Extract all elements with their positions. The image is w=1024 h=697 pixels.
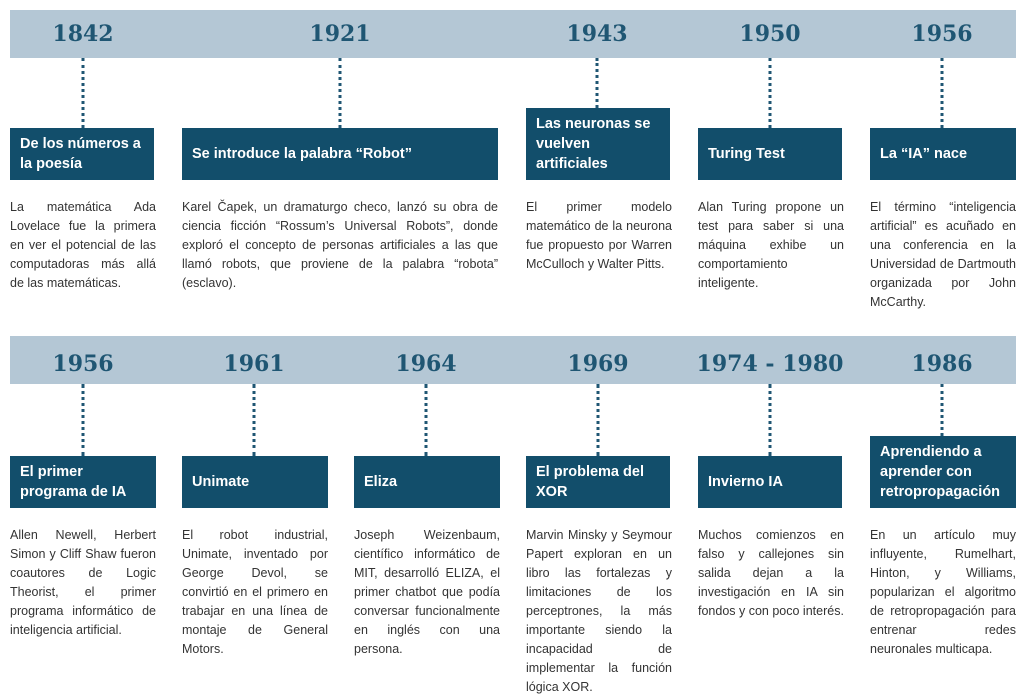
event-title: Se introduce la palabra “Robot”: [192, 146, 412, 162]
event-description: El robot industrial, Unimate, inventado por George Devol, se convirtió en el primero en trabajar en una línea de montaje de General Motors.: [182, 528, 328, 656]
connector-dots: [597, 384, 600, 456]
event-title: Las neuronas se vuelven artificiales: [536, 116, 651, 172]
event-title: El primer programa de IA: [20, 464, 127, 500]
event-title: Eliza: [364, 474, 398, 490]
event-title: Unimate: [192, 474, 250, 490]
timeline-band-top: [10, 10, 1016, 58]
year-label: 1956: [52, 351, 114, 377]
event-description: Karel Čapek, un dramaturgo checo, lanzó su obra de ciencia ficción “Rossum’s Universal Robots”, donde exploró el concepto de personas artificiales a las que llamó robots, que proviene de la palabra “robota” (esclavo).: [182, 200, 498, 290]
connector-dots: [425, 384, 428, 456]
year-label: 1961: [223, 351, 285, 377]
event-title: La “IA” nace: [880, 146, 968, 162]
connector-dots: [769, 58, 772, 128]
connector-dots: [82, 384, 85, 456]
timeline-band-bottom: [10, 336, 1016, 384]
year-label: 1950: [739, 21, 801, 47]
connector-dots: [253, 384, 256, 456]
event-description: La matemática Ada Lovelace fue la primera en ver el potencial de las computadoras más allá de las matemáticas.: [10, 200, 156, 290]
event-title-box: [870, 436, 1016, 508]
event-title-box: [182, 456, 328, 508]
event-description: Muchos comienzos en falso y callejones sin salida dejan a la investigación en IA sin fondos y con poco interés.: [698, 528, 844, 618]
year-label: 1842: [52, 21, 114, 47]
year-label: 1943: [566, 21, 628, 47]
year-label: 1921: [309, 21, 371, 47]
year-label: 1986: [911, 351, 973, 377]
event-description: El término “inteligencia artificial” es acuñado en una conferencia en la Universidad de Dartmouth organizada por John McCarthy.: [870, 200, 1016, 309]
connector-dots: [941, 58, 944, 128]
event-title-box: [698, 456, 842, 508]
event-title-box: [354, 456, 500, 508]
connector-dots: [596, 58, 599, 108]
event-title-box: [870, 128, 1016, 180]
event-title: De los números a la poesía: [20, 136, 141, 172]
event-description: Allen Newell, Herbert Simon y Cliff Shaw fueron coautores de Logic Theorist, el primer programa informático de inteligencia artificial.: [10, 528, 156, 637]
year-label: 1969: [567, 351, 629, 377]
event-description: El primer modelo matemático de la neurona fue propuesto por Warren McCulloch y Walter Pitts.: [526, 200, 672, 271]
event-description: Alan Turing propone un test para saber si una máquina exhibe un comportamiento inteligente.: [698, 200, 844, 290]
event-title-box: [698, 128, 842, 180]
event-title-box: [526, 108, 670, 180]
event-title: Invierno IA: [708, 474, 783, 490]
event-title-box: [182, 128, 498, 180]
event-description: En un artículo muy influyente, Rumelhart, Hinton, y Williams, popularizan el algoritmo de retropropagación para entrenar redes neuronales multicapa.: [870, 528, 1016, 656]
year-label: 1956: [911, 21, 973, 47]
event-title: El problema del XOR: [536, 464, 644, 500]
connector-dots: [339, 58, 342, 128]
year-label: 1974 - 1980: [696, 351, 844, 377]
event-title-box: [526, 456, 670, 508]
event-description: Marvin Minsky y Seymour Papert exploran en un libro las fortalezas y limitaciones de los perceptrones, la más importante siendo la incapacidad de implementar la función lógica XOR.: [526, 528, 672, 694]
event-title-box: [10, 456, 156, 508]
event-title: Aprendiendo a aprender con retropropagación: [880, 444, 1001, 500]
connector-dots: [941, 384, 944, 436]
event-description: Joseph Weizenbaum, científico informático de MIT, desarrolló ELIZA, el primer chatbot que podía conversar funcionalmente en inglés con una persona.: [354, 528, 500, 656]
event-title: Turing Test: [708, 146, 785, 162]
connector-dots: [82, 58, 85, 128]
year-label: 1964: [395, 351, 457, 377]
connector-dots: [769, 384, 772, 456]
event-title-box: [10, 128, 154, 180]
